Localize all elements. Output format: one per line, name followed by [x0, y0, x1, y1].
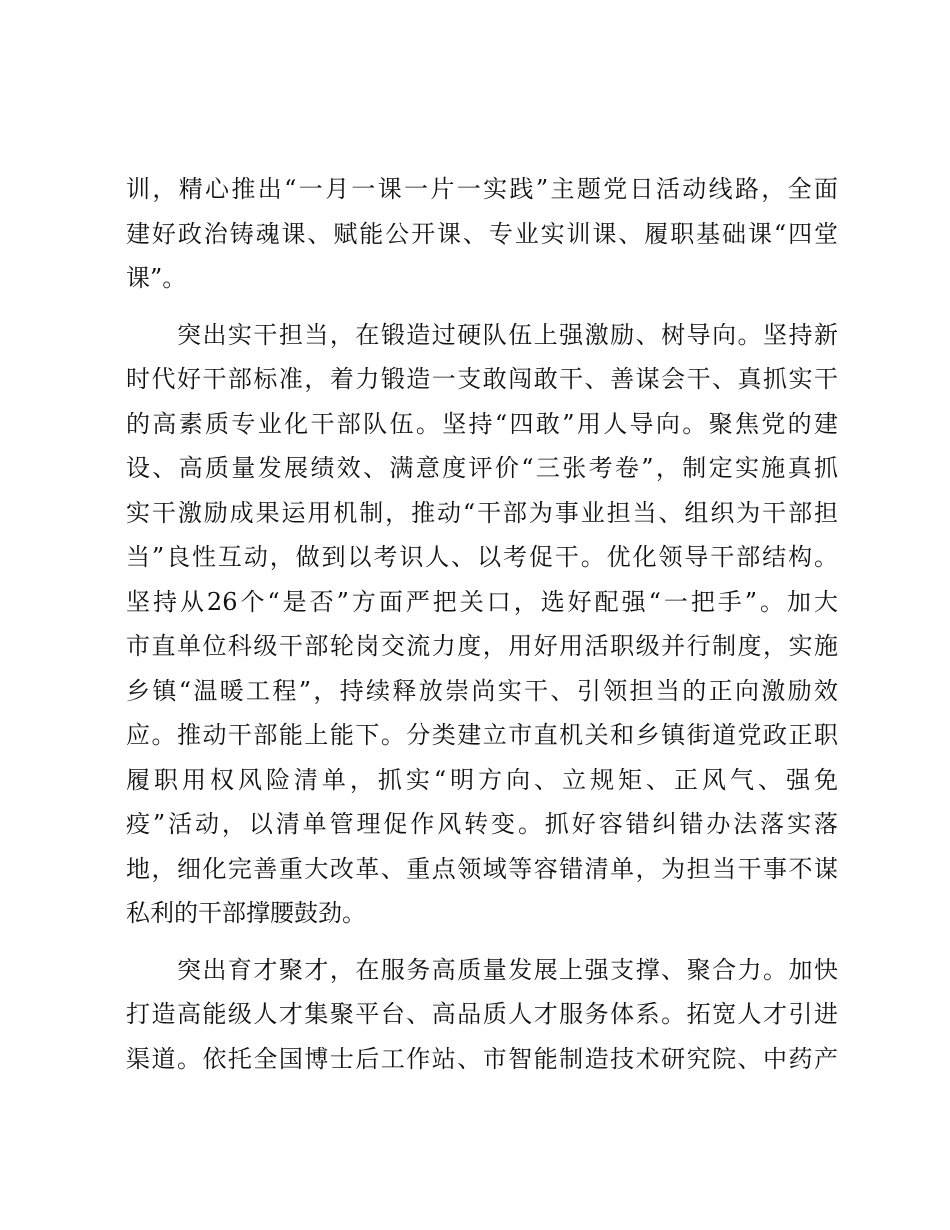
- text-line: 疫”活动，以清单管理促作风转变。抓好容错纠错办法落实落: [126, 810, 838, 838]
- text-line: 乡镇“温暖工程”，持续释放崇尚实干、引领担当的正向激励效: [126, 676, 838, 705]
- text-line: 训，精心推出“一月一课一片一实践”主题党日活动线路，全面: [126, 175, 838, 203]
- document-body: [126, 167, 838, 1081]
- text-line: 的高素质专业化干部队伍。坚持“四敢”用人导向。聚焦党的建: [126, 409, 838, 438]
- text-line: 应。推动干部能上能下。分类建立市直机关和乡镇街道党政正职: [126, 721, 838, 749]
- text-line: 坚持从26个“是否”方面严把关口，选好配强“一把手”。加大: [126, 587, 838, 616]
- text-line: 时代好干部标准，着力锻造一支敢闯敢干、善谋会干、真抓实干: [126, 365, 838, 393]
- text-line: 实干激励成果运用机制，推动“干部为事业担当、组织为干部担: [126, 498, 838, 527]
- text-line: 渠道。依托全国博士后工作站、市智能制造技术研究院、中药产: [126, 1044, 838, 1073]
- paragraph-spacer: [126, 301, 838, 313]
- paragraph: [126, 313, 838, 936]
- text-line: 课”。: [126, 264, 187, 292]
- text-line: 打造高能级人才集聚平台、高品质人才服务体系。拓宽人才引进: [126, 1000, 838, 1028]
- paragraph: [126, 167, 838, 301]
- text-line: 地，细化完善重大改革、重点领域等容错清单，为担当干事不谋: [126, 854, 838, 883]
- text-line: 履职用权风险清单，抓实“明方向、立规矩、正风气、强免: [126, 765, 838, 794]
- text-line: 私利的干部撑腰鼓劲。: [126, 899, 366, 927]
- paragraph-spacer: [126, 936, 838, 948]
- text-line: 设、高质量发展绩效、满意度评价“三张考卷”，制定实施真抓: [126, 454, 838, 482]
- text-line: 突出实干担当，在锻造过硬队伍上强激励、树导向。坚持新: [126, 320, 838, 349]
- text-line: 突出育才聚才，在服务高质量发展上强支撑、聚合力。加快: [126, 955, 838, 984]
- paragraph: [126, 948, 838, 1082]
- text-line: 当”良性互动，做到以考识人、以考促干。优化领导干部结构。: [126, 543, 838, 571]
- text-line: 市直单位科级干部轮岗交流力度，用好用活职级并行制度，实施: [126, 632, 838, 660]
- text-line: 建好政治铸魂课、赋能公开课、专业实训课、履职基础课“四堂: [126, 219, 838, 248]
